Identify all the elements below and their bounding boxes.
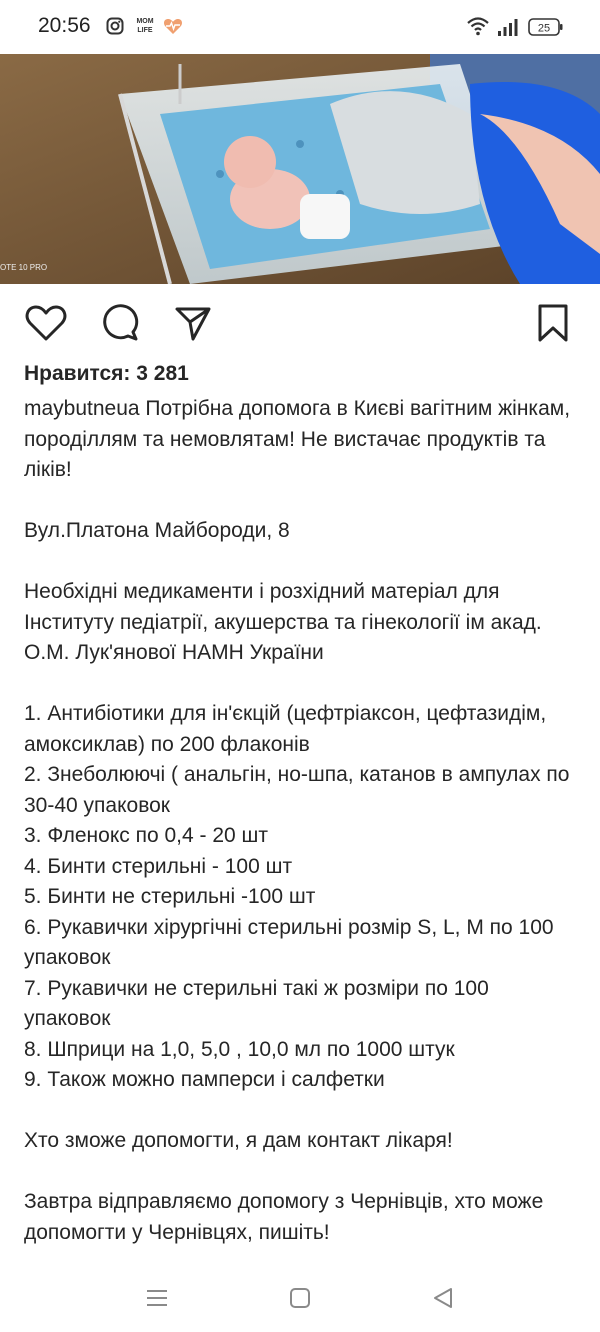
svg-text:LIFE: LIFE xyxy=(137,27,153,34)
photo-watermark: OTE 10 PRO xyxy=(0,263,48,272)
comment-button[interactable] xyxy=(99,304,141,346)
wifi-icon xyxy=(466,16,490,41)
status-bar xyxy=(0,0,600,54)
caption-intro-text: Потрібна допомога в Києві вагітним жінкам, породіллям та немовлятам! Не вистачає продуктів та ліків! xyxy=(24,397,571,481)
back-icon xyxy=(432,1287,454,1314)
list-item: 8. Шприци на 1,0, 5,0 , 10,0 мл по 1000 штук xyxy=(24,1037,455,1061)
share-icon xyxy=(173,303,213,348)
momlife-icon xyxy=(134,15,156,40)
status-time: 20:56 xyxy=(38,14,91,37)
list-item: 5. Бинти не стерильні -100 шт xyxy=(24,885,316,908)
caption-purpose: Необхідні медикаменти і розхідний матеріал для Інституту педіатрії, акушерства та гінекології ім акад. О.М. Лук'янової НАМН України xyxy=(24,580,542,664)
home-button[interactable] xyxy=(280,1282,320,1318)
list-item: 4. Бинти стерильні - 100 шт xyxy=(24,854,293,878)
list-item: 6. Рукавички хірургічні стерильні розмір S, L, M по 100 упаковок xyxy=(24,915,554,969)
signal-icon xyxy=(497,17,519,42)
username-link[interactable]: maybutneua xyxy=(24,397,140,420)
comment-icon xyxy=(100,303,140,348)
post-actions xyxy=(0,284,600,356)
bookmark-icon xyxy=(535,303,571,348)
caption-address: Вул.Платона Майбороди, 8 xyxy=(24,519,290,542)
list-item: 7. Рукавички не стерильні такі ж розміри по 100 упаковок xyxy=(24,976,489,1030)
like-button[interactable] xyxy=(25,304,67,346)
likes-count[interactable]: Нравится: 3 281 xyxy=(24,362,189,385)
battery-icon xyxy=(528,17,564,42)
list-item: 3. Фленокс по 0,4 - 20 шт xyxy=(24,824,268,847)
menu-button[interactable] xyxy=(137,1282,177,1318)
caption-contact: Хто зможе допомогти, я дам контакт лікаря! xyxy=(24,1129,453,1152)
caption-intro xyxy=(24,394,580,486)
instagram-icon xyxy=(106,17,124,40)
caption-chernivtsi: Завтра відправляємо допомогу з Чернівців, хто може допомогти у Чернівцях, пишіть! xyxy=(24,1190,544,1244)
save-button[interactable] xyxy=(532,304,574,346)
post-caption xyxy=(24,394,580,1248)
home-icon xyxy=(289,1287,311,1314)
menu-icon xyxy=(146,1288,168,1313)
post-photo-image xyxy=(0,54,600,284)
svg-text:25: 25 xyxy=(537,22,551,35)
heart-pulse-icon xyxy=(163,17,183,40)
back-button[interactable] xyxy=(423,1282,463,1318)
share-button[interactable] xyxy=(172,304,214,346)
list-item: 1. Антибіотики для ін'єкцій (цефтріаксон, цефтазидім, амоксиклав) по 200 флаконів xyxy=(24,702,547,756)
svg-text:MOM: MOM xyxy=(136,18,154,25)
list-item: 9. Також можно памперси і салфетки xyxy=(24,1068,385,1091)
heart-icon xyxy=(25,304,67,347)
post-photo[interactable] xyxy=(0,54,600,284)
list-item: 2. Знеболюючі ( анальгін, но-шпа, катанов в ампулах по 30-40 упаковок xyxy=(24,763,570,817)
system-nav-bar xyxy=(0,1262,600,1332)
